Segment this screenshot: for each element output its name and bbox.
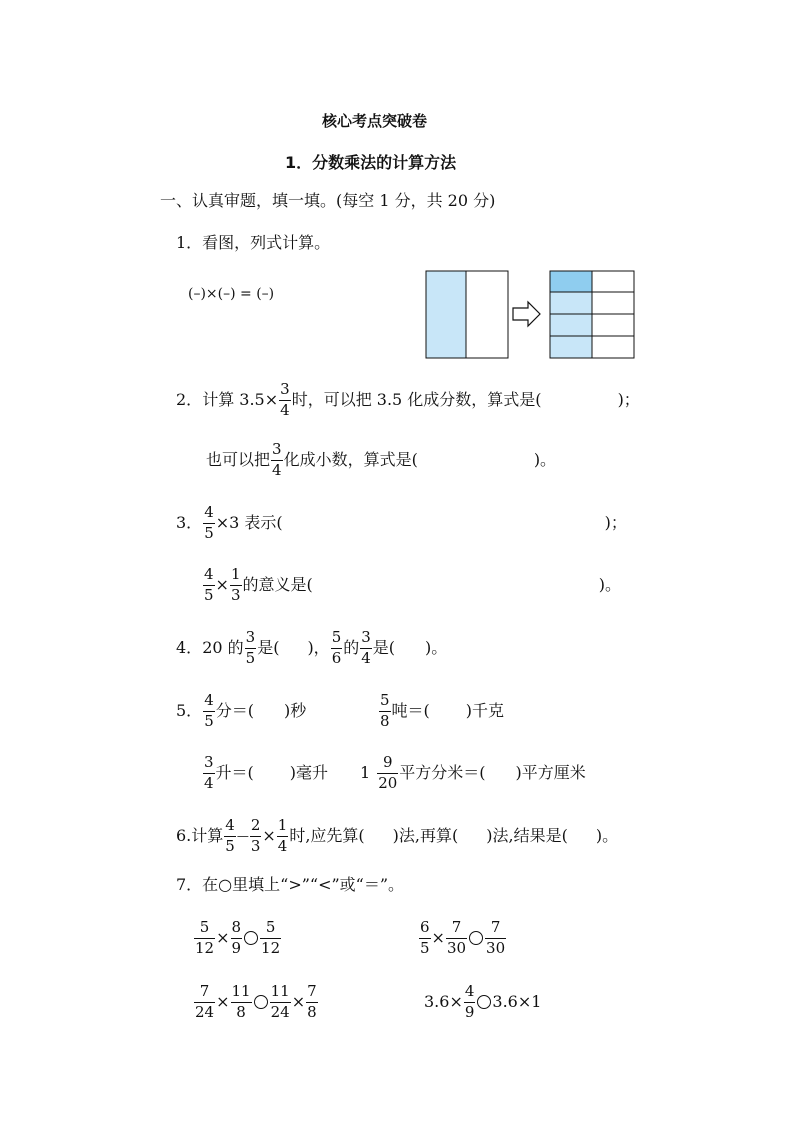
exam-title: 核心考点突破卷 [322,112,428,130]
q4-text-b: 是( [257,638,280,657]
q2-text-a2: 也可以把 [206,450,271,469]
q1-cell [592,292,634,314]
q3-line2 [202,563,621,607]
q5-text: 分＝( [215,701,254,720]
q2-line1 [176,378,640,422]
times-sign: × [216,928,230,947]
fraction: $\frac{11}{24}$ [270,982,290,1021]
q1-cell-top-shaded [550,271,592,292]
q5-text: )秒 [283,701,307,720]
q6-text: )法,结果是( [486,826,568,845]
section-heading: 一、认真审题，填一填。(每空 1 分，共 20 分) [160,191,496,210]
fraction: $\frac{6}{5}$ [420,918,430,957]
q4-text-d: 的 [343,638,360,657]
q7-item-c [193,980,319,1024]
fraction: $\frac{4}{5}$ [225,816,235,855]
q4-text-f: )。 [425,638,448,657]
fraction: $\frac{1}{4}$ [277,816,288,855]
times-sign: × [431,928,445,947]
q1-cell [550,314,592,336]
compare-circle-blank[interactable] [477,995,491,1009]
q6-text: )。 [595,826,619,845]
q2-text-c2: )。 [533,450,557,469]
q6-line [176,814,618,858]
times-sign: × [291,992,306,1011]
fraction: $\frac{3}{5}$ [245,628,256,667]
q5-text: 吨＝( [391,701,430,720]
times-sign: × [215,575,229,594]
fraction: $\frac{4}{9}$ [464,982,475,1021]
q5-line1-a [176,689,306,733]
q1-label: 1．看图，列式计算。 [176,233,331,252]
fraction: $\frac{3}{4}$ [272,440,282,479]
q5-text: )毫升 [289,763,329,782]
q2-text-b: 时，可以把 3.5 化成分数，算式是( [291,390,542,409]
q7-item-a [193,916,282,960]
fraction: $\frac{4}{5}$ [204,503,214,542]
lesson-title: 1．分数乘法的计算方法 [285,153,457,172]
fraction: $\frac{7}{24}$ [195,982,215,1021]
fraction: $\frac{3}{4}$ [361,628,371,667]
q1-left-plain-half [466,271,508,358]
q7-item-d [424,980,541,1024]
q1-cell [592,336,634,358]
q4-text-a: 20 的 [202,638,244,657]
q3-line1 [176,501,627,545]
times-sign: × [262,826,276,845]
compare-circle-blank[interactable] [469,931,483,945]
q5-number: 5． [176,701,203,720]
q7-label: 7．在○里填上“>”“<”或“＝”。 [176,875,405,894]
q7-d-post: 3.6×1 [492,992,542,1011]
q4-text-e: 是( [372,638,396,657]
q1-formula: (–)×(–) = (–) [188,286,275,302]
fraction: $\frac{4}{5}$ [204,691,214,730]
q6-text-post: 时,应先算( [289,826,365,845]
fraction: $\frac{8}{9}$ [231,918,242,957]
q2-text-b2: 化成小数，算式是( [283,450,418,469]
q5-text: )平方厘米 [515,763,586,782]
fraction: $\frac{7}{30}$ [446,918,467,957]
q4-text-c: )， [307,638,330,657]
q2-line2 [206,438,556,482]
q5-text: )千克 [465,701,505,720]
fraction: $\frac{11}{8}$ [231,982,251,1021]
fraction: $\frac{5}{6}$ [331,628,342,667]
fraction: $\frac{7}{30}$ [486,918,506,957]
q3-text-c2: )。 [598,575,621,594]
fraction: $\frac{3}{4}$ [280,380,290,419]
fraction: $\frac{7}{8}$ [307,982,317,1021]
q5-text: 升＝( [215,763,254,782]
q3-number: 3． [176,513,203,532]
q1-cell [550,336,592,358]
q1-figure [420,268,640,363]
fraction: $\frac{2}{3}$ [250,816,261,855]
q5-text: 平方分米＝( [399,763,486,782]
fraction: $\frac{9}{20}$ [378,753,398,792]
fraction: $\frac{5}{12}$ [261,918,281,957]
fraction: $\frac{5}{12}$ [195,918,215,957]
q3-text-b: ×3 表示( [215,513,283,532]
q2-text-a: 计算 3.5× [202,390,279,409]
minus-sign: — [236,829,249,843]
q5-line2-a [202,751,328,795]
q1-cell [592,271,634,292]
times-sign: × [216,992,230,1011]
q1-arrow-icon [513,302,540,326]
fraction: $\frac{5}{8}$ [380,691,390,730]
whole-number: 1 [360,763,371,782]
q5-line2-b [360,751,586,795]
compare-circle-blank[interactable] [254,995,268,1009]
q3-text-c: )； [604,513,627,532]
q5-line1-b [378,689,504,733]
q6-text-pre: 6.计算 [176,826,224,845]
fraction: $\frac{1}{3}$ [230,565,241,604]
compare-circle-blank[interactable] [244,931,258,945]
q2-text-c: )； [617,390,640,409]
q1-cell [592,314,634,336]
q7-item-b [418,916,507,960]
q1-left-shaded-half [426,271,466,358]
q2-number: 2． [176,390,203,409]
q4-number: 4． [176,638,203,657]
q6-text: )法,再算( [392,826,459,845]
fraction: $\frac{4}{5}$ [204,565,214,604]
fraction: $\frac{3}{4}$ [204,753,214,792]
q1-cell [550,292,592,314]
q4-line [176,626,447,670]
q7-d-pre: 3.6× [424,992,463,1011]
q3-text-b2: 的意义是( [242,575,313,594]
